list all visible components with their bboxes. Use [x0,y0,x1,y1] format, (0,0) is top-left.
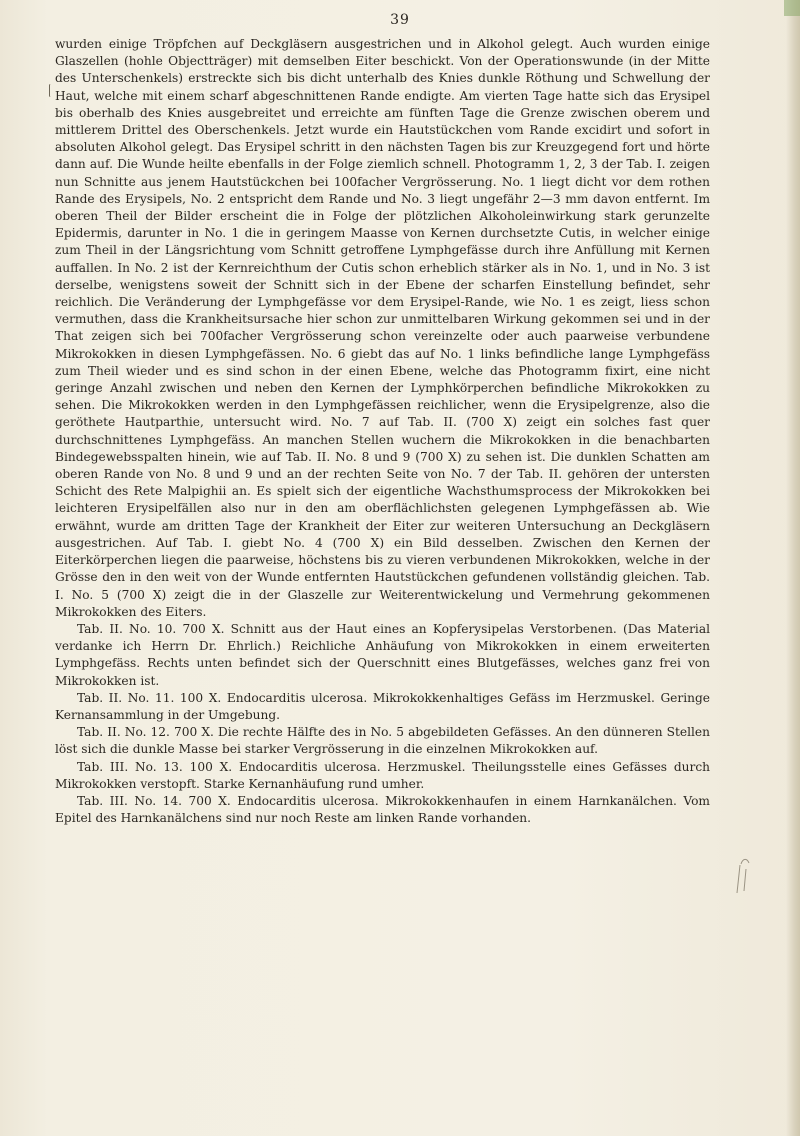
paragraph-6: Tab. III. No. 14. 700 X. Endocarditis ulcerosa. Mikrokokkenhaufen in einem Harnkanälchen. Vom Epitel des Harnkanälchens sind nur noch Reste am linken Rande vorhanden. [55,793,710,826]
paragraph-5: Tab. III. No. 13. 100 X. Endocarditis ulcerosa. Herzmuskel. Theilungsstelle eines Gefässes durch Mikrokokken verstopft. Starke Kernanhäufung rund umher. [55,759,710,791]
page-edge-shadow [786,0,800,1136]
paragraph-1: wurden einige Tröpfchen auf Deckgläsern ausgestrichen und in Alkohol gelegt. Auch wurden einige Glaszellen (hohle Objectträger) mit demselben Eiter beschickt. Von der Operationswunde (in der Mitte des Unterschenkels) erstreckte sich bis dicht unterhalb des Knies dunkle Röthung und Schwellung der Haut, welche mit einem scharf abgeschnittenen Rande endigte. Am vierten Tage hatte sich das Erysipel bis oberhalb des Knies ausgebreitet und erreichte am fünften Tage die Grenze zwischen oberem und mittlerem Drittel des Oberschenkels. Jetzt wurde ein Hautstückchen vom Rande excidirt und sofort in absoluten Alkohol gelegt. Das Erysipel schritt in den nächsten Tagen bis zur Kreuzgegend fort und hörte dann auf. Die Wunde heilte ebenfalls in der Folge ziemlich schnell. Photogramm 1, 2, 3 der Tab. I. zeigen nun Schnitte aus jenem Hautstückchen bei 100facher Vergrösserung. No. 1 liegt dicht vor dem rothen Rande des Erysipels, No. 2 entspricht dem Rande und No. 3 liegt ungefähr 2—3 mm davon entfernt. Im oberen Theil der Bilder erscheint die in Folge der plötzlichen Alkoholeinwirkung stark gerunzelte Epidermis, darunter in No. 1 die in geringem Maasse von Kernen durchsetzte Cutis, in welcher einige zum Theil in der Längsrichtung vom Schnitt getroffene Lymphgefässe durch ihre Anfüllung mit Kernen auffallen. In No. 2 ist der Kernreichthum der Cutis schon erheblich stärker als in No. 1, und in No. 3 ist derselbe, wenigstens soweit der Schnitt sich in der Ebene der scharfen Einstellung befindet, sehr reichlich. Die Veränderung der Lymphgefässe vor dem Erysipel-Rande, wie No. 1 es zeigt, liess schon vermuthen, dass die Krankheitsursache hier schon zur unmittelbaren Wirkung gekommen sei und in der That zeigen sich bei 700facher Vergrösserung schon vereinzelte oder auch paarweise verbundene Mikrokokken in diesen Lymphgefässen. No. 6 giebt das auf No. 1 links befindliche lange Lymphgefäss zum Theil wieder und es sind schon in der einen Ebene, welche das Photogramm fixirt, eine nicht geringe Anzahl zwischen und neben den Kernen der Lymphkörperchen befindliche Mikrokokken zu sehen. Die Mikrokokken werden in den Lymphgefässen reichlicher, wenn die Erysipelgrenze, also die geröthete Hautparthie, untersucht wird. No. 7 auf Tab. II. (700 X) zeigt ein solches fast quer durchschnittenes Lymphgefäss. An manchen Stellen wuchern die Mikrokokken in die benachbarten Bindegewebsspalten hinein, wie auf Tab. II. No. 8 und 9 (700 X) zu sehen ist. Die dunklen Schatten am oberen Rande von No. 8 und 9 und an der rechten Seite von No. 7 der Tab. II. gehören der untersten Schicht des Rete Malpighii an. Es spielt sich der eigentliche Wachsthumsprocess der Mikrokokken bei leichteren Erysipelfällen also nur in den am oberflächlichsten gelegenen Lymphgefässen ab. Wie erwähnt, wurde am dritten Tage der Krankheit der Eiter zur weiteren Untersuchung an Deckgläsern ausgestrichen. Auf Tab. I. giebt No. 4 (700 X) ein Bild desselben. Zwischen den Kernen der Eiterkörperchen liegen die paarweise, höchstens bis zu vieren verbundenen Mikrokokken, welche in der Grösse den in den weit von der Wunde entfernten Hautstückchen gefundenen vollständig gleichen. Tab. I. No. 5 (700 X) zeigt die in der Glaszelle zur Weiterentwickelung und Vermehrung gekommenen Mikrokokken des Eiters. [55,37,710,619]
margin-bracket-mark [49,84,52,97]
body-text [55,36,710,827]
paragraph-3: Tab. II. No. 11. 100 X. Endocarditis ulcerosa. Mikrokokkenhaltiges Gefäss im Herzmuskel. Geringe Kernansammlung in der Umgebung. [55,690,710,722]
page-number: 39 [390,12,410,28]
margin-pencil-mark [734,855,750,895]
paragraph-2: Tab. II. No. 10. 700 X. Schnitt aus der Haut eines an Kopferysipelas Verstorbenen. (Das Material verdanke ich Herrn Dr. Ehrlich.) Reichliche Anhäufung von Mikrokokken in einem erweiterten Lymphgefäss. Rechts unten befindet sich der Querschnitt eines Blutgefässes, welches ganz frei von Mikrokokken ist. [55,621,710,688]
paragraph-4: Tab. II. No. 12. 700 X. Die rechte Hälfte des in No. 5 abgebildeten Gefässes. An den dünneren Stellen löst sich die dunkle Masse bei starker Vergrösserung in die einzelnen Mikrokokken auf. [55,725,710,757]
